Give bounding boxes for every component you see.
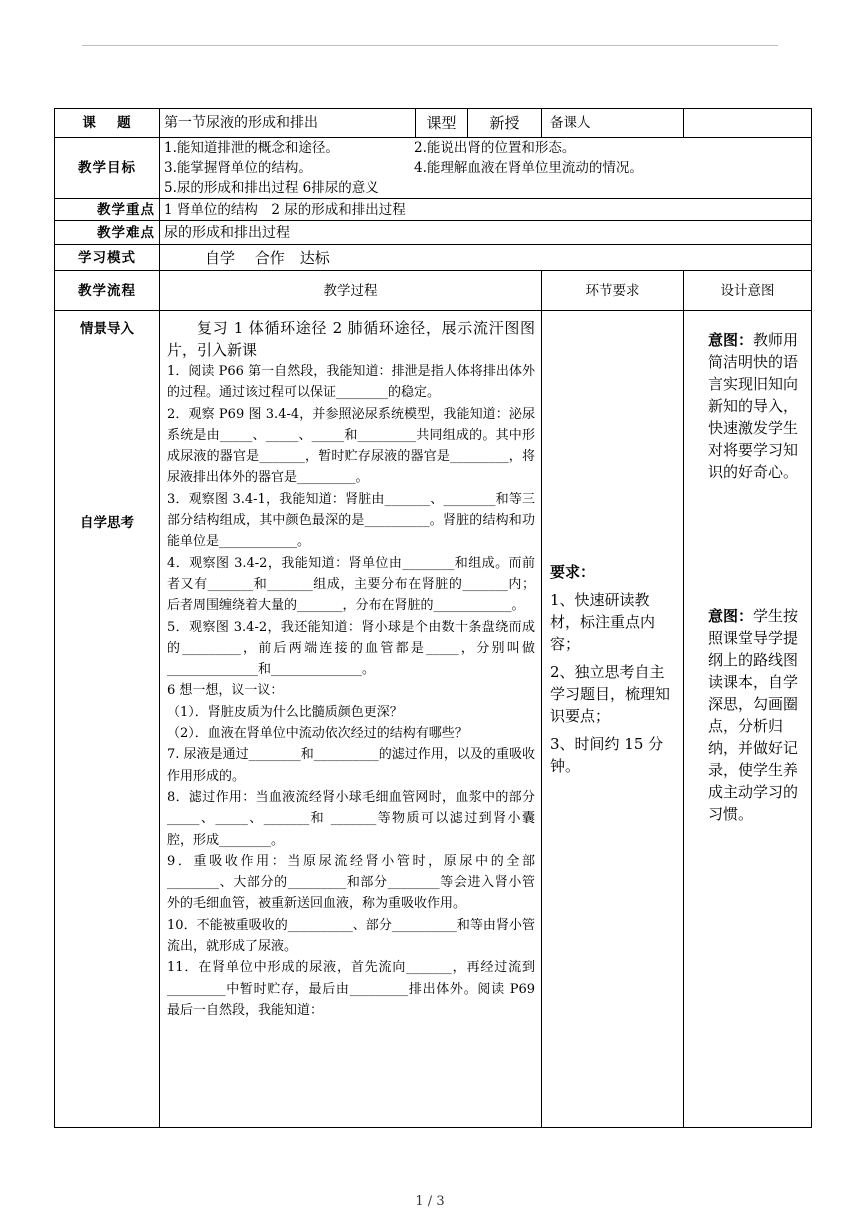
topic-value: 第一节尿液的形成和排出	[160, 109, 416, 138]
difficulties-row	[55, 221, 812, 245]
preparer-value	[684, 109, 812, 138]
key-points-label: 教学重点	[55, 199, 160, 221]
stage-intro: 情景导入	[80, 321, 134, 337]
objectives-row	[55, 138, 812, 199]
key-points-value: 1 肾单位的结构 2 尿的形成和排出过程	[160, 199, 812, 221]
header-rule	[82, 45, 778, 46]
preparer-label: 备课人	[542, 109, 684, 138]
intent-1-label: 意图：	[708, 331, 754, 349]
objectives-content	[160, 138, 812, 199]
lesson-type-label: 课型	[416, 109, 468, 138]
process-line-1: 1．阅读 P66 第一自然段，我能知道：排泄是指人体将排出体外的过程。通过该过程可以保证________的稳定。	[167, 364, 535, 401]
intent-2-label: 意图：	[708, 607, 754, 625]
process-line-3: 3．观察图 3.4-1，我能知道：肾脏由_______、________和等三部分结构组成，其中颜色最深的是__________。肾脏的结构和功能单位是____________。	[167, 491, 535, 550]
intent-1-text: 教师用简洁明快的语言实现旧知向新知的导入，快速激发学生对将要学习知识的好奇心。	[708, 331, 799, 481]
learning-mode-label: 学习模式	[55, 245, 160, 271]
difficulties-value: 尿的形成和排出过程	[160, 221, 812, 245]
process-line-6: 6 想一想，议一议：	[167, 683, 284, 699]
process-line-13: 11．在肾单位中形成的尿液，首先流向_______，再经过流到_________中暂时贮存，最后由_________排出体外。阅读 P69 最后一自然段，我能知道：	[167, 960, 535, 1018]
process-cell	[160, 311, 542, 1128]
process-lead: 复习 1 体循环途径 2 肺循环途径，展示流汗图图片，引入新课	[167, 319, 535, 359]
objective-5: 5.尿的形成和排出过程 6排尿的意义	[164, 180, 379, 196]
stage-cell	[55, 311, 160, 1128]
objectives-label: 教学目标	[55, 138, 160, 199]
process-column-header: 教学过程	[160, 271, 542, 311]
process-line-8: （2）．血液在肾单位中流动依次经过的结构有哪些？	[167, 726, 468, 742]
process-line-4: 4．观察图 3.4-2，我能知道：肾单位由________和组成。而前者又有_______和_______组成，主要分布在肾脏的_______内；后者周围缠绕着大量的_______，分布在肾脏的____________。	[167, 555, 535, 614]
objective-3: 3.能掌握肾单位的结构。	[164, 160, 312, 176]
process-line-12: 10．不能被重吸收的__________、部分__________和等由肾小管流出，就形成了尿液。	[167, 917, 535, 955]
process-line-9: 7. 尿液是通过________和__________的滤过作用，以及的重吸收作用形成的。	[167, 747, 535, 784]
topic-row	[55, 109, 812, 138]
content-row	[55, 311, 812, 1128]
lesson-plan-table	[54, 108, 812, 1128]
difficulties-label: 教学难点	[55, 221, 160, 245]
requirement-3: 3、时间约 15 分钟。	[550, 735, 664, 775]
stage-self-study: 自学思考	[80, 515, 134, 531]
process-line-7: （1）．肾脏皮质为什么比髓质颜色更深？	[167, 704, 403, 720]
process-line-2: 2．观察 P69 图 3.4-4，并参照泌尿系统模型，我能知道：泌尿系统是由_____、_____、_____和_________共同组成的。其中形成尿液的器官是_______，暂时贮存尿液的器官是_________，将尿液排出体外的器官是_________。	[167, 406, 535, 486]
intent-1	[708, 329, 799, 483]
objective-1: 1.能知道排泄的概念和途径。	[164, 140, 339, 156]
process-line-11: 9．重吸收作用：当原尿流经肾小管时，原尿中的全部________、大部分的_________和部分________等会进入肾小管外的毛细血管，被重新送回血液，称为重吸收作用。	[167, 853, 535, 912]
intent-2-text: 学生按照课堂导学提纲上的路线图读课本，自学深思，勾画圈点，分析归纳，并做好记录，使学生养成主动学习的习惯。	[708, 607, 799, 823]
column-header-row	[55, 271, 812, 311]
flow-column-header: 教学流程	[55, 271, 160, 311]
lesson-type-value: 新授	[468, 109, 542, 138]
objective-4: 4.能理解血液在肾单位里流动的情况。	[414, 160, 643, 176]
topic-label: 课 题	[55, 109, 160, 138]
requirements-cell	[542, 311, 684, 1128]
process-line-10: 8．滤过作用：当血液流经肾小球毛细血管网时，血浆中的部分_____、_____、_______和 _______等物质可以滤过到肾小囊腔，形成________。	[167, 789, 535, 848]
intent-2	[708, 605, 799, 825]
objective-2: 2.能说出肾的位置和形态。	[414, 140, 576, 156]
intent-column-header: 设计意图	[684, 271, 812, 311]
requirement-1: 1、快速研读教材，标注重点内容；	[550, 591, 656, 653]
requirements-column-header: 环节要求	[542, 271, 684, 311]
key-points-row	[55, 199, 812, 221]
page-number: 1 / 3	[415, 1194, 445, 1209]
requirements-heading: 要求：	[550, 563, 596, 581]
requirement-2: 2、独立思考自主学习题目，梳理知识要点；	[550, 663, 671, 725]
process-line-5: 5．观察图 3.4-2，我还能知道：肾小球是个由数十条盘绕而成的_________，前后两端连接的血管都是_____，分别叫做______________和______________。	[167, 619, 535, 678]
intent-cell	[684, 311, 812, 1128]
learning-mode-value: 自学 合作 达标	[160, 245, 812, 271]
learning-mode-row	[55, 245, 812, 271]
